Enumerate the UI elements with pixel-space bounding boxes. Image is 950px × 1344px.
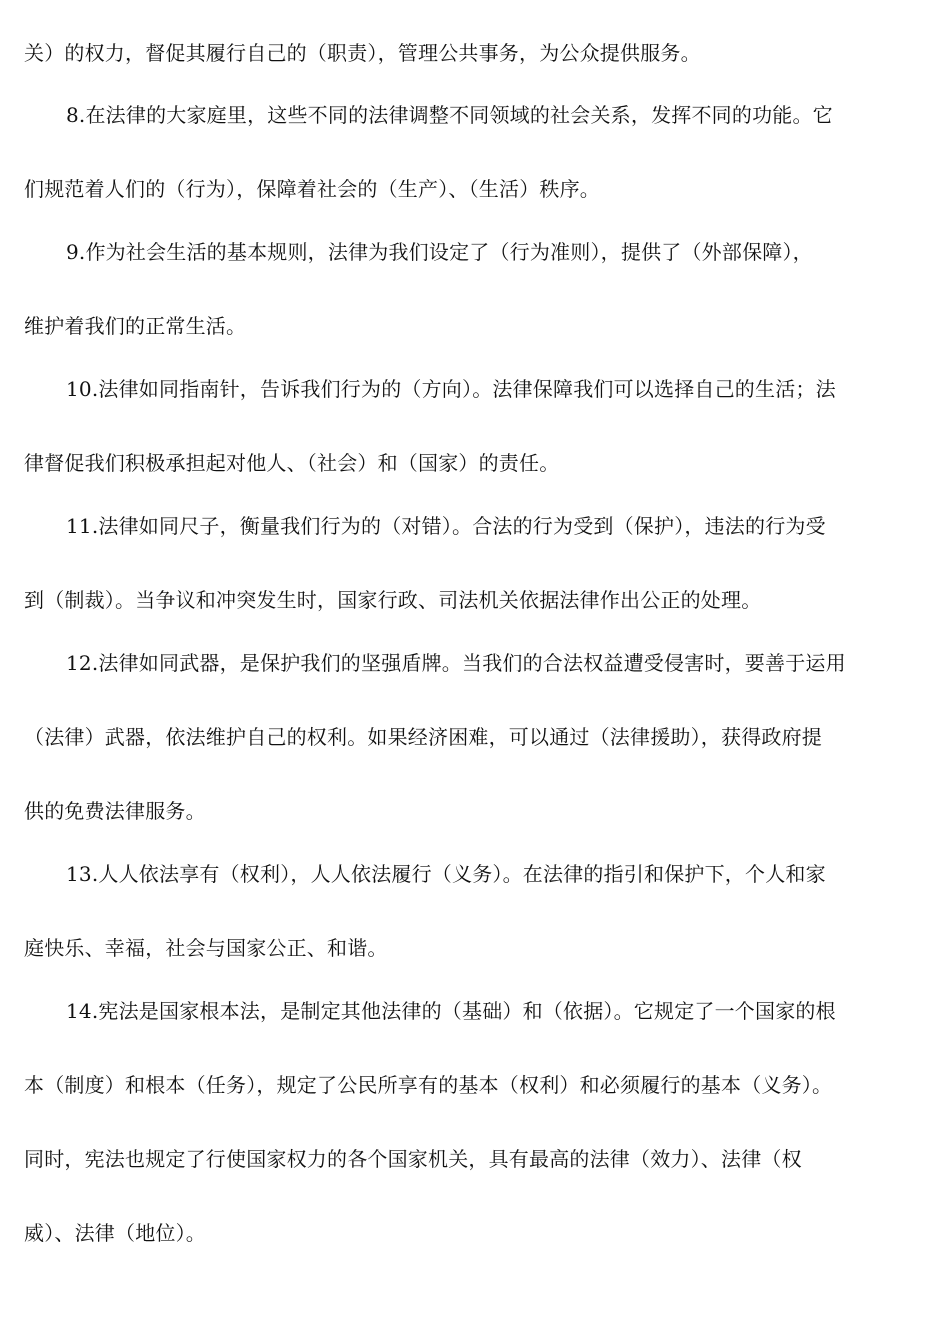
text-line: 10.法律如同指南针，告诉我们行为的（方向）。法律保障我们可以选择自己的生活；法 — [66, 377, 836, 401]
text-line: 维护着我们的正常生活。 — [24, 314, 247, 338]
text-line: 律督促我们积极承担起对他人、（社会）和（国家）的责任。 — [24, 451, 560, 475]
text-line: 14.宪法是国家根本法，是制定其他法律的（基础）和（依据）。它规定了一个国家的根 — [66, 999, 836, 1023]
text-line: （法律）武器，依法维护自己的权利。如果经济困难，可以通过（法律援助），获得政府提 — [24, 725, 822, 749]
text-line: 到（制裁）。当争议和冲突发生时，国家行政、司法机关依据法律作出公正的处理。 — [24, 588, 762, 612]
text-line: 们规范着人们的（行为），保障着社会的（生产）、（生活）秩序。 — [24, 177, 600, 201]
text-line: 13.人人依法享有（权利），人人依法履行（义务）。在法律的指引和保护下，个人和家 — [66, 862, 826, 886]
text-line: 12.法律如同武器，是保护我们的坚强盾牌。当我们的合法权益遭受侵害时，要善于运用 — [66, 651, 846, 675]
text-line: 庭快乐、幸福，社会与国家公正、和谐。 — [24, 936, 388, 960]
text-line: 8.在法律的大家庭里，这些不同的法律调整不同领域的社会关系，发挥不同的功能。它 — [66, 103, 833, 127]
text-line: 11.法律如同尺子，衡量我们行为的（对错）。合法的行为受到（保护），违法的行为受 — [66, 514, 826, 538]
text-line: 9.作为社会生活的基本规则，法律为我们设定了（行为准则），提供了（外部保障）， — [66, 240, 813, 264]
text-line: 同时，宪法也规定了行使国家权力的各个国家机关，具有最高的法律（效力）、法律（权 — [24, 1147, 802, 1171]
text-line: 威）、法律（地位）。 — [24, 1221, 206, 1245]
text-line: 本（制度）和根本（任务），规定了公民所享有的基本（权利）和必须履行的基本（义务）。 — [24, 1073, 833, 1097]
text-line: 关）的权力，督促其履行自己的（职责），管理公共事务，为公众提供服务。 — [24, 41, 701, 65]
text-line: 供的免费法律服务。 — [24, 799, 206, 823]
